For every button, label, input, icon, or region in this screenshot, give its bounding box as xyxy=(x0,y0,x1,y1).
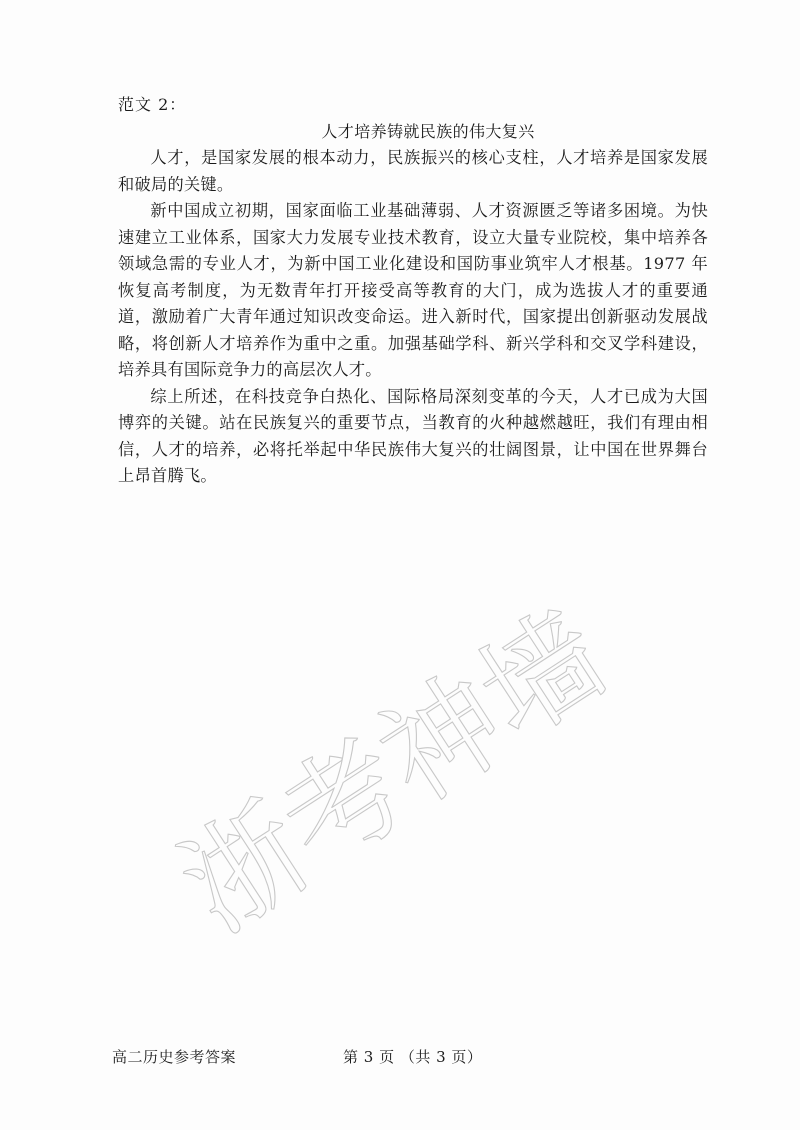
footer-page-number: 第 3 页 （共 3 页） xyxy=(343,1048,483,1066)
watermark-text: 浙考神墙 xyxy=(157,584,630,958)
footer-course-title: 高二历史参考答案 xyxy=(112,1048,237,1066)
watermark-graphic xyxy=(100,500,630,958)
document-body xyxy=(118,92,708,490)
watermark xyxy=(100,500,630,958)
paragraph-2: 新中国成立初期，国家面临工业基础薄弱、人才资源匮乏等诸多困境。为快速建立工业体系，国家大力发展专业技术教育，设立大量专业院校，集中培养各领域急需的专业人才，为新中国工业化建设和国防事业筑牢人才根基。1977 年恢复高考制度，为无数青年打开接受高等教育的大门，成为选拔人才的重要通道，激励着广大青年通过知识改变命运。进入新时代，国家提出创新驱动发展战略，将创新人才培养作为重中之重。加强基础学科、新兴学科和交叉学科建设，培养具有国际竞争力的高层次人才。 xyxy=(118,201,708,379)
paragraph-1: 人才，是国家发展的根本动力，民族振兴的核心支柱，人才培养是国家发展和破局的关键。 xyxy=(118,148,708,194)
paragraph-3: 综上所述，在科技竞争白热化、国际格局深刻变革的今天，人才已成为大国博弈的关键。站在民族复兴的重要节点，当教育的火种越燃越旺，我们有理由相信，人才的培养，必将托举起中华民族伟大复兴的壮阔图景，让中国在世界舞台上昂首腾飞。 xyxy=(118,386,708,485)
section-label: 范文 2： xyxy=(118,95,187,114)
essay-title: 人才培养铸就民族的伟大复兴 xyxy=(321,121,535,141)
